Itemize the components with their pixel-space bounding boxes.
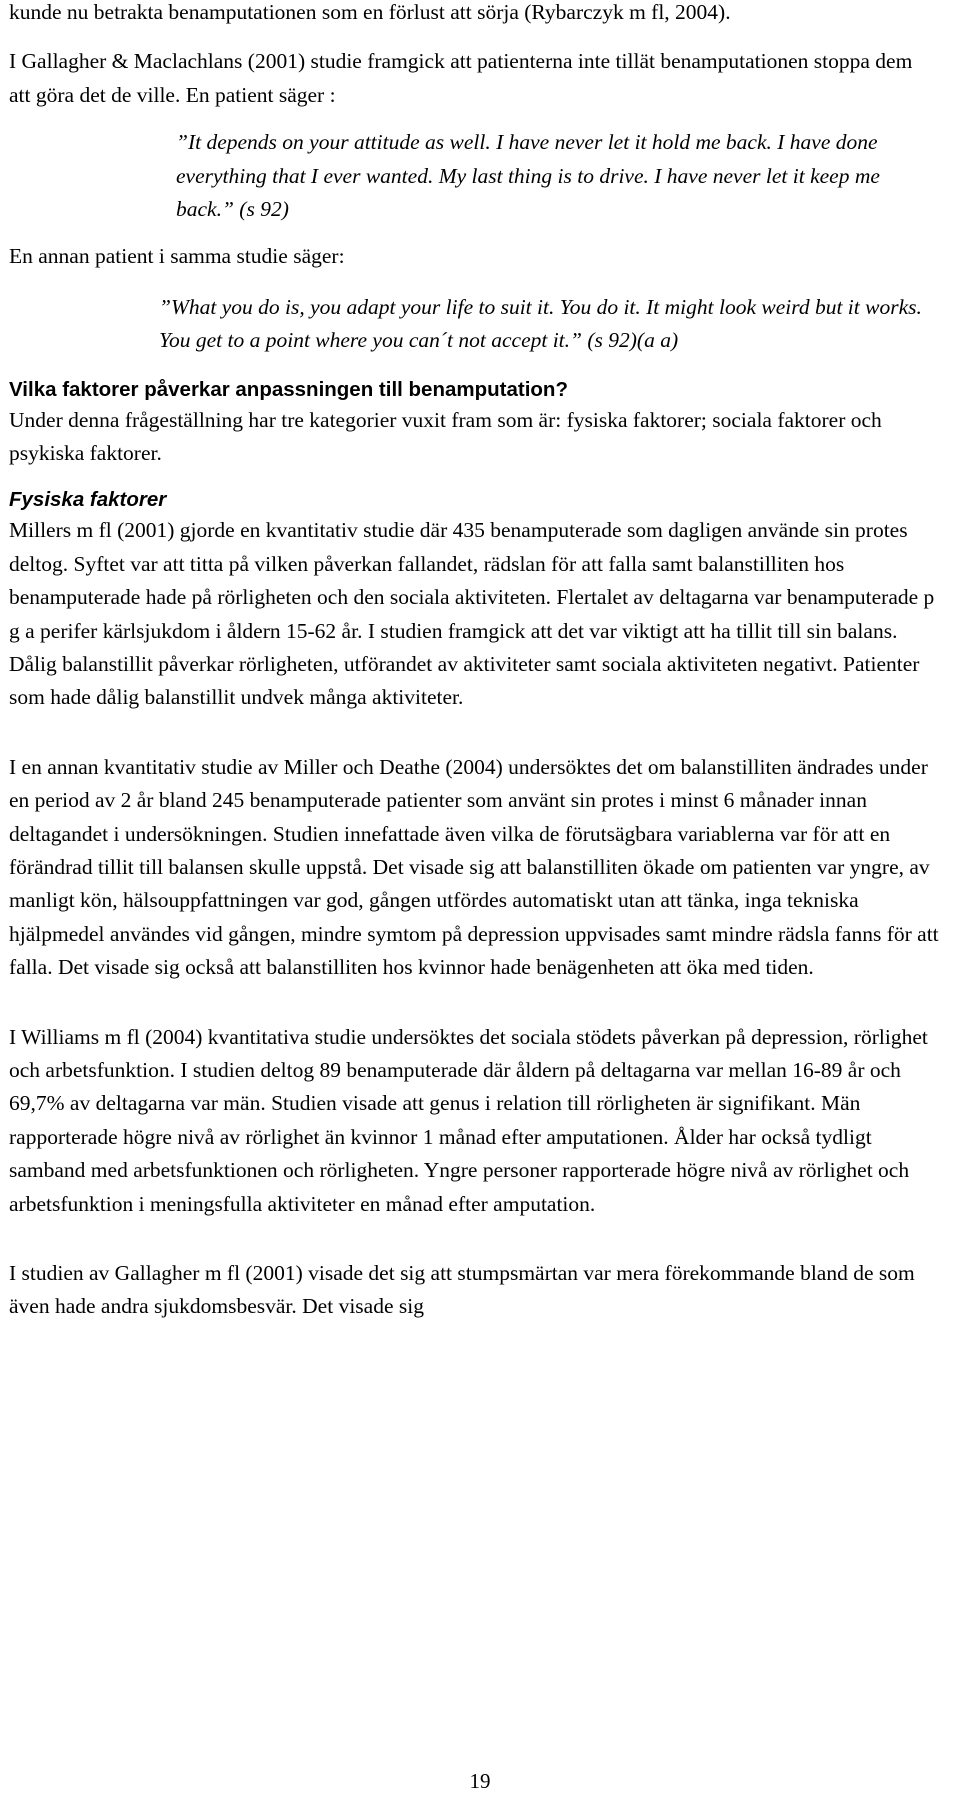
section-heading: Vilka faktorer påverkar anpassningen till benamputation? [9, 377, 568, 401]
page-content [9, 0, 949, 1324]
paragraph-categories: Under denna frågeställning har tre kategorier vuxit fram som är: fysiska faktorer; sociala faktorer och psykiska faktorer. [9, 408, 882, 466]
paragraph-williams: I Williams m fl (2004) kvantitativa studie undersöktes det sociala stödets påverkan på depression, rörlighet och arbetsfunktion. I studien deltog 89 benamputerade där åldern på deltagarna var mellan 16-89 år och 69,7% av deltagarna var män. Studien visade att genus i relation till rörligheten är signifikant. Män rapporterade högre nivå av rörlighet än kvinnor 1 månad efter amputationen. Ålder har också tydligt samband med arbetsfunktionen och rörligheten. Yngre personer rapporterade högre nivå av rörlighet och arbetsfunktion i meningsfulla aktiviteter en månad efter amputation. [9, 1024, 928, 1216]
paragraph-stump-pain: I studien av Gallagher m fl (2001) visade det sig att stumpsmärtan var mera förekommande bland de som även hade andra sjukdomsbesvär. Det visade sig [9, 1261, 915, 1319]
quote-first-patient: ”It depends on your attitude as well. I have never let it hold me back. I have done everything that I ever wanted. My last thing is to drive. I have never let it keep me back.” (s 92) [176, 130, 880, 222]
paragraph-intro-continuation: kunde nu betrakta benamputationen som en förlust att sörja (Rybarczyk m fl, 2004). [9, 0, 731, 24]
paragraph-miller-deathe: I en annan kvantitativ studie av Miller och Deathe (2004) undersöktes det om balanstilliten ändrades under en period av 2 år bland 245 benamputerade patienter som använt sin protes i minst 6 månader innan deltagandet i undersökningen. Studien innefattade även vilka de förutsägbara variablerna var för att en förändrad tillit till balansen skulle uppstå. Det visade sig att balanstilliten ökade om patienten var yngre, av manligt kön, hälsouppfattningen var god, gången utfördes automatiskt utan att tänka, inga tekniska hjälpmedel användes vid gången, mindre symtom på depression uppvisades samt mindre rädsla fanns för att falla. Det visade sig också att balanstilliten hos kvinnor hade benägenheten att öka med tiden. [9, 754, 939, 980]
paragraph-second-patient-intro: En annan patient i samma studie säger: [9, 244, 345, 269]
paragraph-gallagher: I Gallagher & Maclachlans (2001) studie framgick att patienterna inte tillät benamputationen stoppa dem att göra det de ville. En patient säger : [9, 49, 913, 107]
paragraph-millers: Millers m fl (2001) gjorde en kvantitativ studie där 435 benamputerade som dagligen använde sin protes deltog. Syftet var att titta på vilken påverkan fallandet, rädslan för att falla samt balanstilliten hos benamputerade hade på rörligheten och den sociala aktiviteten. Flertalet av deltagarna var benamputerade p g a perifer kärlsjukdom i åldern 15-62 år. I studien framgick att det var viktigt att ha tillit till sin balans. Dålig balanstillit påverkar rörligheten, utförandet av aktiviteter samt sociala aktiviteten negativt. Patienter som hade dålig balanstillit undvek många aktiviteter. [9, 518, 935, 710]
subheading-physical-factors: Fysiska faktorer [9, 487, 167, 511]
quote-second-patient: ”What you do is, you adapt your life to suit it. You do it. It might look weird but it works. You get to a point where you can´t not accept it.” (s 92)(a a) [159, 294, 922, 353]
page-number: 19 [469, 1769, 491, 1793]
